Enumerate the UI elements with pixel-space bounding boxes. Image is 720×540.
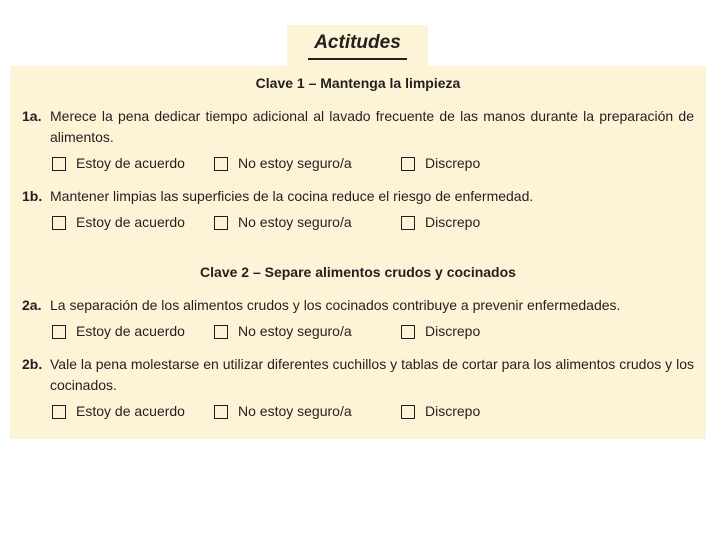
question-2b bbox=[22, 354, 694, 396]
checkbox-icon[interactable] bbox=[214, 216, 228, 230]
checkbox-icon[interactable] bbox=[401, 405, 415, 419]
checkbox-icon[interactable] bbox=[214, 405, 228, 419]
checkbox-icon[interactable] bbox=[52, 216, 66, 230]
section-title-clave-1: Clave 1 – Mantenga la limpieza bbox=[255, 75, 461, 91]
checkbox-icon[interactable] bbox=[401, 325, 415, 339]
section-title-clave-2: Clave 2 – Separe alimentos crudos y cocinados bbox=[200, 264, 516, 280]
question-1a bbox=[22, 106, 694, 148]
checkbox-icon[interactable] bbox=[52, 325, 66, 339]
options-row-1b bbox=[10, 212, 706, 234]
options-row-2b bbox=[10, 401, 706, 423]
option-label: Estoy de acuerdo bbox=[76, 323, 185, 339]
option-label: No estoy seguro/a bbox=[238, 155, 352, 171]
option-label: Estoy de acuerdo bbox=[76, 214, 185, 230]
checkbox-icon[interactable] bbox=[52, 157, 66, 171]
question-text: Merece la pena dedicar tiempo adicional al lavado frecuente de las manos durante la preparación de alimentos. bbox=[50, 108, 694, 145]
option-label: Discrepo bbox=[425, 214, 481, 230]
checkbox-icon[interactable] bbox=[214, 157, 228, 171]
question-number: 2b. bbox=[22, 356, 43, 372]
question-number: 1a. bbox=[22, 108, 42, 124]
question-text: Mantener limpias las superficies de la cocina reduce el riesgo de enfermedad. bbox=[50, 188, 534, 204]
option-label: No estoy seguro/a bbox=[238, 323, 352, 339]
options-row-1a bbox=[10, 153, 706, 175]
options-row-2a bbox=[10, 321, 706, 343]
option-label: No estoy seguro/a bbox=[238, 214, 352, 230]
checkbox-icon[interactable] bbox=[401, 216, 415, 230]
option-label: Discrepo bbox=[425, 403, 481, 419]
question-number: 1b. bbox=[22, 188, 43, 204]
question-1b bbox=[22, 186, 694, 207]
section-header-tab bbox=[287, 25, 428, 68]
option-label: Estoy de acuerdo bbox=[76, 403, 185, 419]
option-label: Discrepo bbox=[425, 323, 481, 339]
questionnaire-panel bbox=[10, 66, 706, 439]
checkbox-icon[interactable] bbox=[401, 157, 415, 171]
checkbox-icon[interactable] bbox=[214, 325, 228, 339]
option-label: Discrepo bbox=[425, 155, 481, 171]
title-underline bbox=[308, 58, 407, 60]
question-2a bbox=[22, 295, 694, 316]
checkbox-icon[interactable] bbox=[52, 405, 66, 419]
question-text: La separación de los alimentos crudos y los cocinados contribuye a prevenir enfermedades. bbox=[50, 297, 621, 313]
option-label: No estoy seguro/a bbox=[238, 403, 352, 419]
option-label: Estoy de acuerdo bbox=[76, 155, 185, 171]
question-text: Vale la pena molestarse en utilizar diferentes cuchillos y tablas de cortar para los alimentos crudos y los cocinados. bbox=[50, 356, 694, 393]
page-title: Actitudes bbox=[314, 32, 401, 53]
question-number: 2a. bbox=[22, 297, 42, 313]
